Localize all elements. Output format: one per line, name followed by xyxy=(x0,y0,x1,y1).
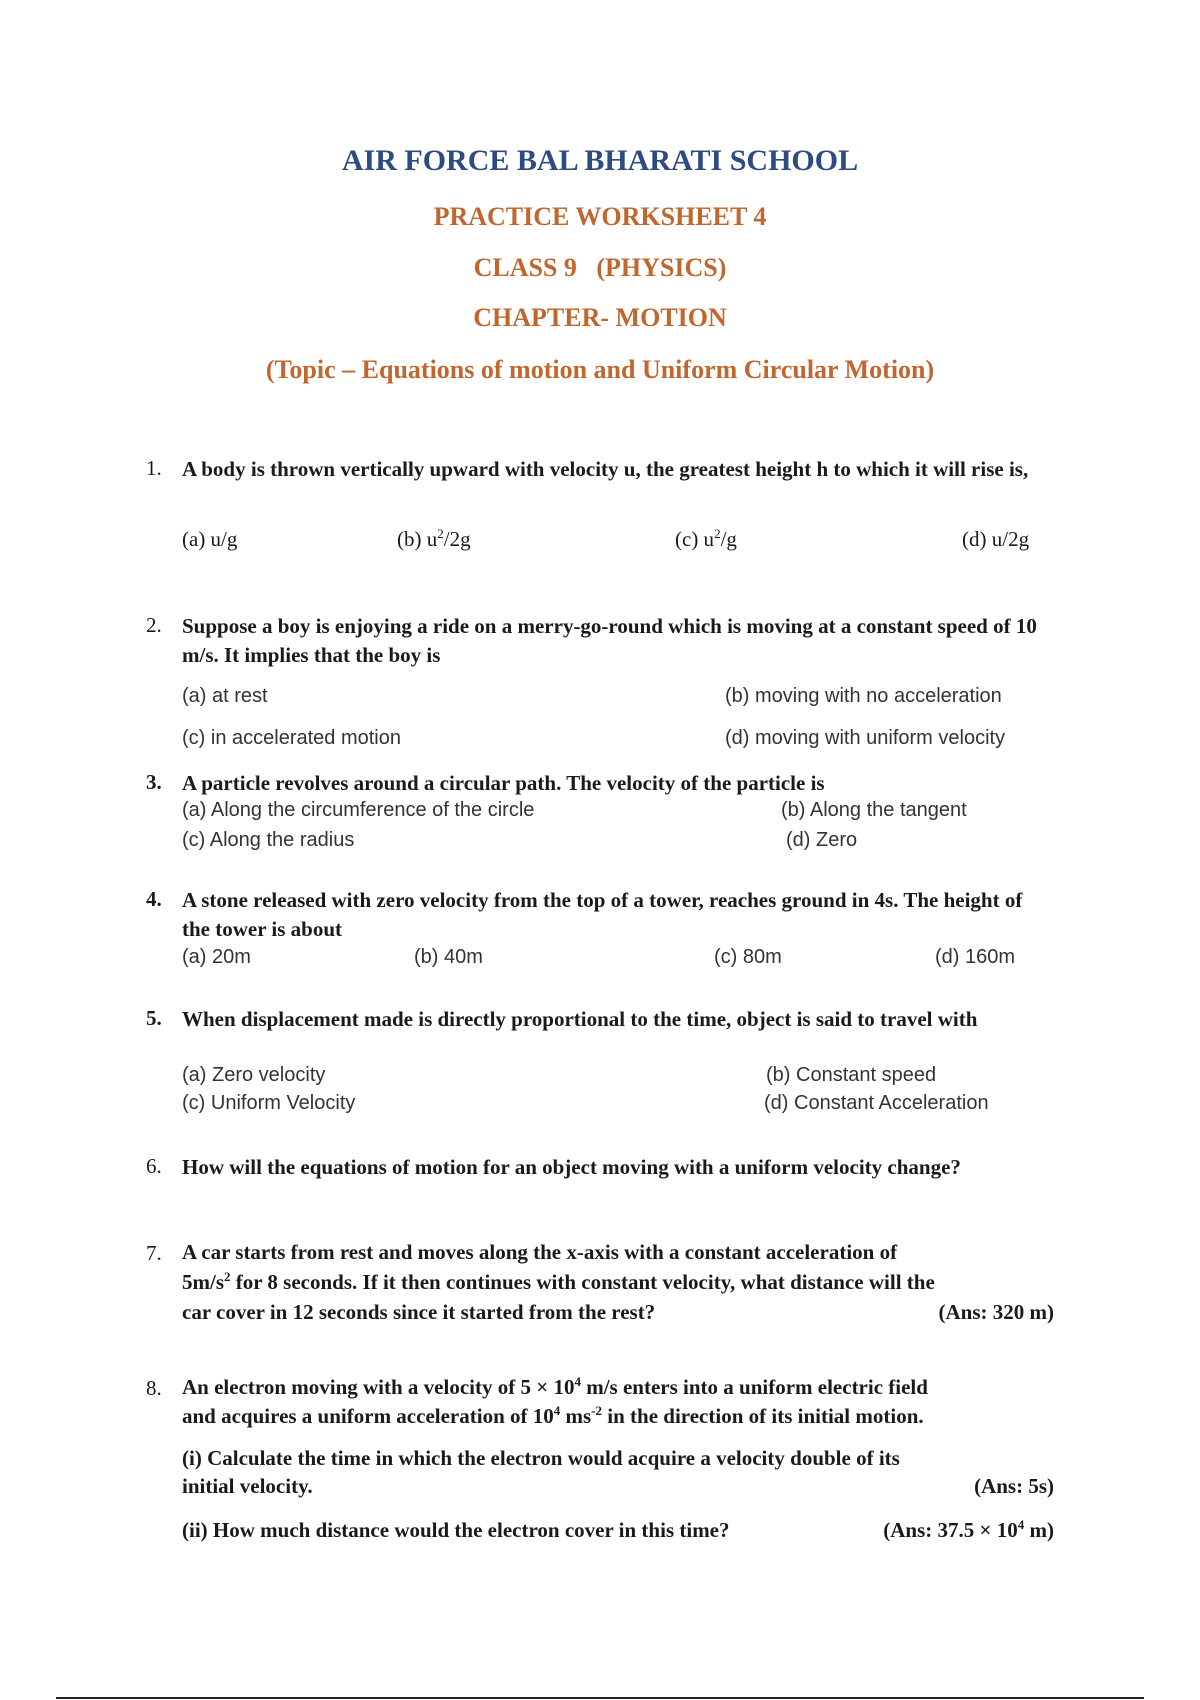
option-d: (d) 160m xyxy=(935,946,1016,968)
option-c: (c) $u^2/g$ xyxy=(675,526,737,551)
question-number: 3. xyxy=(146,770,162,794)
question-text-line-3: car cover in 12 seconds since it started from the rest? xyxy=(182,1300,656,1324)
question-text: A body is thrown vertically upward with velocity u, the greatest height h to which it will rise is, xyxy=(182,457,1029,481)
option-c: (c) Uniform Velocity xyxy=(182,1092,356,1114)
option-c: (c) 80m xyxy=(714,946,782,968)
part-i-line-1: (i) Calculate the time in which the electron would acquire a velocity double of its xyxy=(182,1446,900,1470)
footer-rule xyxy=(56,1697,1144,1699)
question-number: 7. xyxy=(146,1241,162,1265)
option-c: (c) in accelerated motion xyxy=(182,727,401,749)
part-i-answer: (Ans: 5s) xyxy=(974,1474,1054,1498)
option-a: (a) at rest xyxy=(182,685,268,707)
question-number: 1. xyxy=(146,456,162,480)
question-text-line-2: $5m/s^2$ for 8 seconds. If it then continues with constant velocity, what distance will the xyxy=(182,1269,935,1294)
question-text-line-2: and acquires a uniform acceleration of $10^4$ $ms^{-2}$ in the direction of its initial motion. xyxy=(182,1403,924,1428)
option-a: (a) u/g xyxy=(182,527,238,551)
school-name: AIR FORCE BAL BHARATI SCHOOL xyxy=(341,144,859,177)
part-ii: (ii) How much distance would the electron cover in this time? xyxy=(182,1518,730,1542)
question-number: 8. xyxy=(146,1376,162,1400)
part-ii-answer: (Ans: $37.5 \times 10^4$ m) xyxy=(883,1517,1054,1542)
option-b: (b) moving with no acceleration xyxy=(725,685,1002,707)
chapter-title: CHAPTER- MOTION xyxy=(473,303,727,332)
question-text-line-1: A car starts from rest and moves along the x-axis with a constant acceleration of xyxy=(182,1240,898,1264)
option-a: (a) Along the circumference of the circle xyxy=(182,799,535,821)
worksheet-title: PRACTICE WORKSHEET 4 xyxy=(433,202,767,231)
option-a: (a) 20m xyxy=(182,946,251,968)
option-b: (b) $u^2/2g$ xyxy=(397,526,471,551)
option-b: (b) Constant speed xyxy=(766,1064,937,1086)
option-b: (b) Along the tangent xyxy=(781,799,967,821)
option-d: (d) Zero xyxy=(786,829,858,851)
class-subject: CLASS 9 (PHYSICS) xyxy=(473,253,727,282)
option-b: (b) 40m xyxy=(414,946,483,968)
question-text: When displacement made is directly proportional to the time, object is said to travel with xyxy=(182,1007,978,1031)
option-d: (d) Constant Acceleration xyxy=(764,1092,989,1114)
question-text: How will the equations of motion for an object moving with a uniform velocity change? xyxy=(182,1155,961,1179)
part-i-line-2: initial velocity. xyxy=(182,1474,313,1498)
question-number: 6. xyxy=(146,1154,162,1178)
option-a: (a) Zero velocity xyxy=(182,1064,326,1086)
question-number: 2. xyxy=(146,613,162,637)
topic-title: (Topic – Equations of motion and Uniform Circular Motion) xyxy=(265,355,935,384)
question-number: 4. xyxy=(146,887,162,911)
option-d: (d) u/2g xyxy=(962,527,1030,551)
answer: (Ans: 320 m) xyxy=(938,1300,1054,1324)
option-d: (d) moving with uniform velocity xyxy=(725,727,1006,749)
question-text: A stone released with zero velocity from the top of a tower, reaches ground in 4s. The height of the tower is about xyxy=(182,888,1023,941)
option-c: (c) Along the radius xyxy=(182,829,355,851)
question-text: A particle revolves around a circular path. The velocity of the particle is xyxy=(182,771,825,795)
question-text-line-1: An electron moving with a velocity of $5 \times 10^4$ m/s enters into a uniform electric field xyxy=(182,1374,928,1399)
question-text: Suppose a boy is enjoying a ride on a merry-go-round which is moving at a constant speed of 10 m/s. It implies that the boy is xyxy=(182,614,1037,667)
question-number: 5. xyxy=(146,1006,162,1030)
